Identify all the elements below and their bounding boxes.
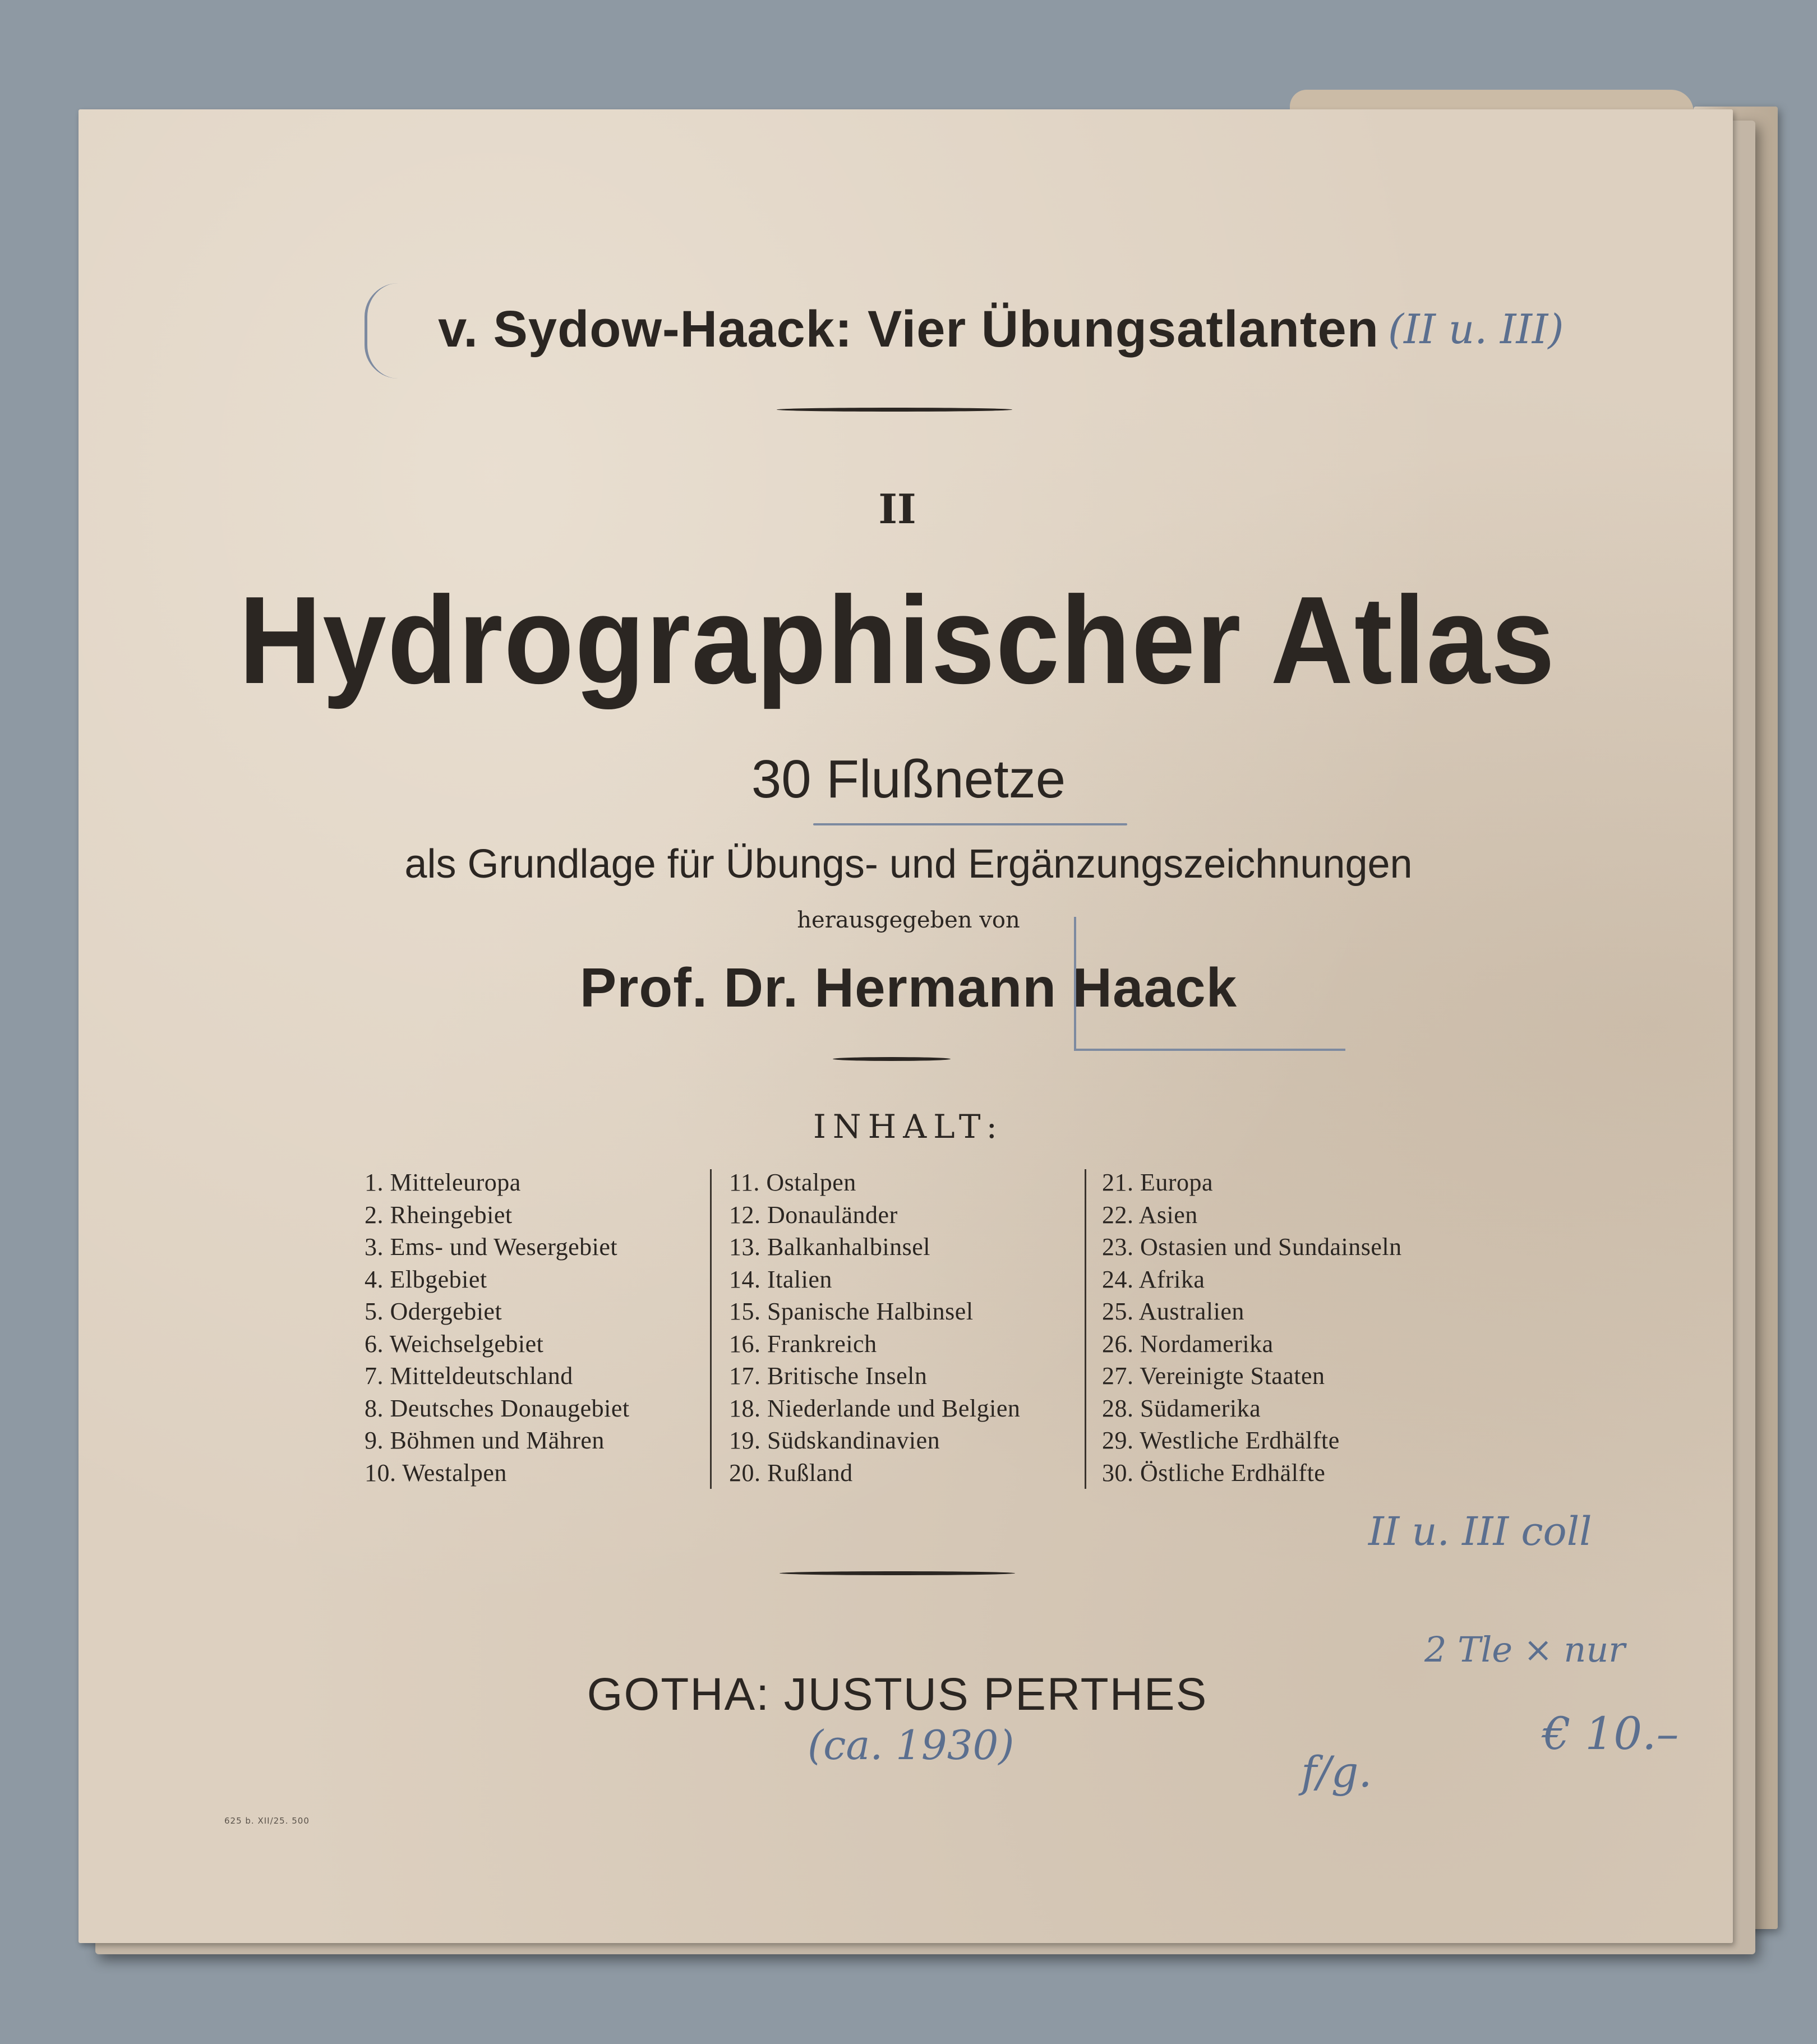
contents-item: 10. Westalpen <box>365 1459 507 1487</box>
main-title: Hydrographischer Atlas <box>238 571 1556 710</box>
contents-item: 15. Spanische Halbinsel <box>729 1298 974 1325</box>
pencil-note-volumes: (II u. III) <box>1388 306 1564 353</box>
contents-item: 3. Ems- und Wesergebiet <box>365 1233 618 1261</box>
contents-item: 6. Weichselgebiet <box>365 1330 544 1358</box>
contents-item: 28. Südamerika <box>1102 1394 1261 1422</box>
divider-rule-1 <box>777 408 1012 412</box>
contents-column-1 <box>365 1166 630 1489</box>
contents-heading: INHALT: <box>813 1108 1004 1146</box>
contents-item: 14. Italien <box>729 1265 832 1293</box>
pencil-note-date: (ca. 1930) <box>808 1722 1014 1769</box>
contents-item: 25. Australien <box>1102 1298 1244 1325</box>
contents-item: 1. Mitteleuropa <box>365 1169 521 1196</box>
contents-item: 11. Ostalpen <box>729 1169 856 1196</box>
contents-item: 26. Nordamerika <box>1102 1330 1274 1358</box>
contents-item: 20. Rußland <box>729 1459 853 1487</box>
contents-item: 4. Elbgebiet <box>365 1265 487 1293</box>
contents-item: 22. Asien <box>1102 1201 1198 1229</box>
publisher-imprint: GOTHA: JUSTUS PERTHES <box>587 1669 1208 1720</box>
contents-column-3 <box>1102 1166 1402 1489</box>
volume-number: II <box>878 485 916 533</box>
column-divider-1 <box>710 1169 712 1489</box>
author-name: Prof. Dr. Hermann Haack <box>579 957 1238 1018</box>
contents-item: 24. Afrika <box>1102 1265 1205 1293</box>
contents-item: 16. Frankreich <box>729 1330 877 1358</box>
contents-item: 5. Odergebiet <box>365 1298 502 1325</box>
contents-item: 19. Südskandinavien <box>729 1427 940 1454</box>
contents-item: 2. Rheingebiet <box>365 1201 513 1229</box>
divider-rule-3 <box>780 1571 1015 1575</box>
contents-item: 27. Vereinigte Staaten <box>1102 1362 1325 1390</box>
pencil-note-collated: II u. III coll <box>1368 1508 1592 1554</box>
contents-item: 8. Deutsches Donaugebiet <box>365 1394 630 1422</box>
contents-item: 21. Europa <box>1102 1169 1214 1196</box>
contents-column-2 <box>729 1166 1020 1489</box>
pencil-note-parts: 2 Tle × nur <box>1424 1629 1625 1670</box>
contents-item: 13. Balkanhalbinsel <box>729 1233 930 1261</box>
pencil-mark-author <box>1074 917 1345 1051</box>
contents-item: 12. Donauländer <box>729 1201 898 1229</box>
subtitle-description: als Grundlage für Übungs- und Ergänzungszeichnungen <box>404 842 1413 887</box>
contents-item: 30. Östliche Erdhälfte <box>1102 1459 1326 1487</box>
contents-item: 7. Mitteldeutschland <box>365 1362 573 1390</box>
subtitle: 30 Flußnetze <box>751 749 1066 809</box>
pencil-underline-subtitle <box>813 823 1127 825</box>
printer-code: 625 b. XII/25. 500 <box>224 1816 310 1826</box>
series-title: v. Sydow-Haack: Vier Übungsatlanten <box>438 301 1379 358</box>
contents-item: 29. Westliche Erdhälfte <box>1102 1427 1340 1454</box>
pencil-note-price: € 10.– <box>1542 1708 1679 1760</box>
column-divider-2 <box>1085 1169 1086 1489</box>
divider-rule-2 <box>833 1057 951 1061</box>
contents-item: 9. Böhmen und Mähren <box>365 1427 605 1454</box>
contents-item: 18. Niederlande und Belgien <box>729 1394 1021 1422</box>
contents-item: 17. Britische Inseln <box>729 1362 928 1390</box>
editor-note: herausgegeben von <box>797 907 1020 933</box>
contents-item: 23. Ostasien und Sundainseln <box>1102 1233 1402 1261</box>
pencil-note-initials: f/g. <box>1301 1747 1372 1797</box>
